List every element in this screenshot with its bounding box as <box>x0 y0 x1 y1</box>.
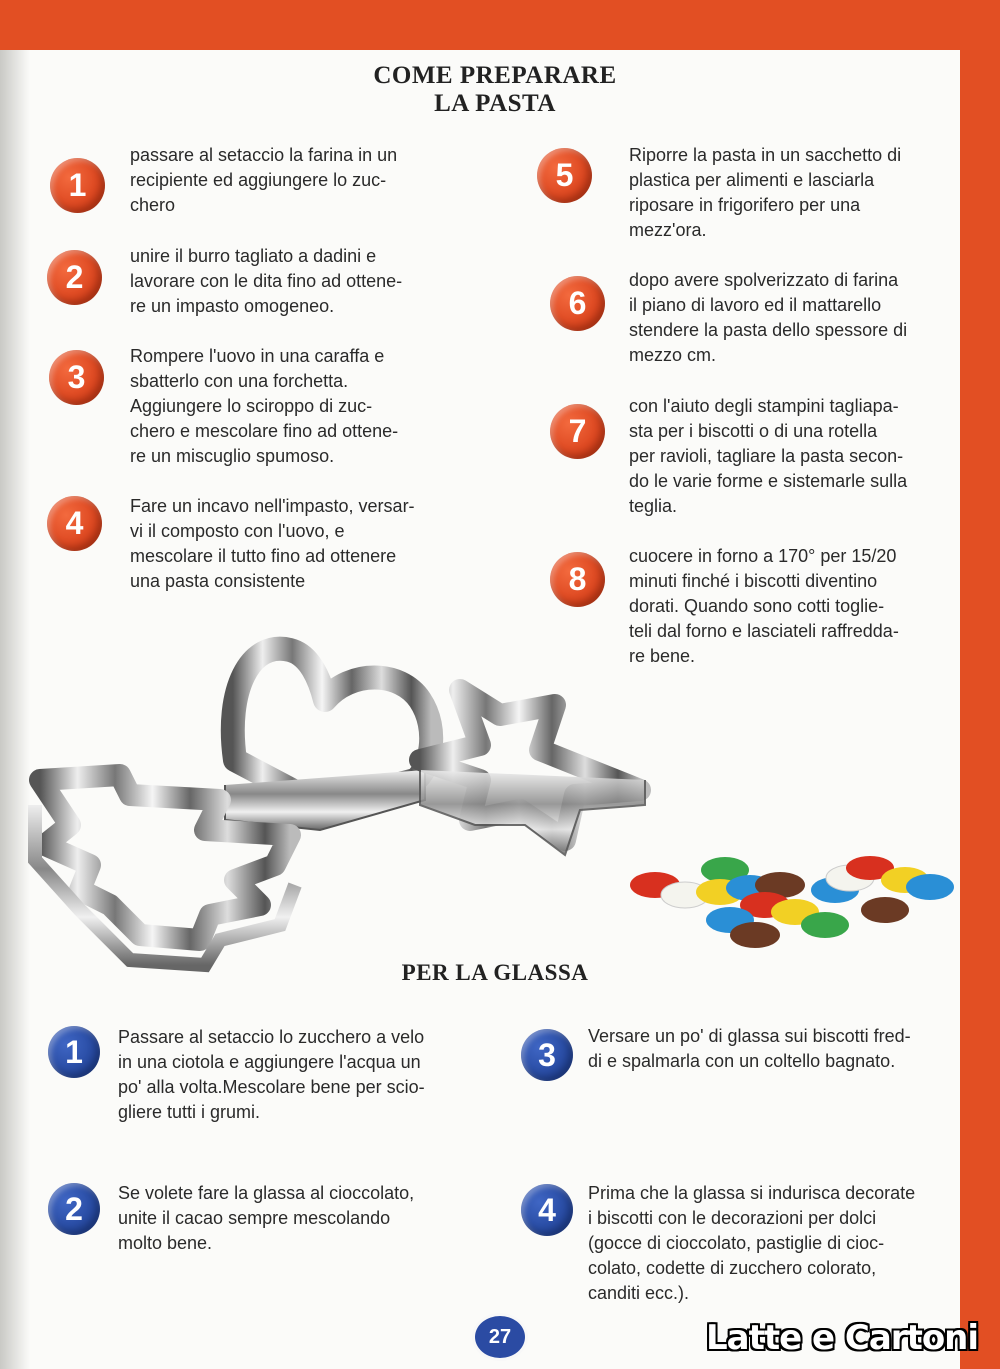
glassa-step-1-text: Passare al setaccio lo zucchero a velo in una ciotola e aggiungere l'acqua un po' alla volta.Mescolare bene per scio- gliere tutti i grumi. <box>118 1027 425 1122</box>
pasta-step-4-badge: 4 <box>47 496 102 551</box>
pasta-step-5-badge: 5 <box>537 148 592 203</box>
page-number: 27 <box>472 1313 528 1361</box>
glassa-step-1-badge: 1 <box>48 1026 100 1078</box>
pasta-step-3-text: Rompere l'uovo in una caraffa e sbatterlo con una forchetta. Aggiungere lo sciroppo di zuc- chero e mescolare fino ad ottene- re un miscuglio spumoso. <box>130 346 399 466</box>
pasta-step-7-badge: 7 <box>550 404 605 459</box>
glassa-step-4-badge: 4 <box>521 1184 573 1236</box>
pasta-step-6-badge: 6 <box>550 276 605 331</box>
pasta-step-4-text: Fare un incavo nell'impasto, versar- vi il composto con l'uovo, e mescolare il tutto fino ad ottenere una pasta consistente <box>130 496 415 591</box>
pasta-step-1-text: passare al setaccio la farina in un recipiente ed aggiungere lo zuc- chero <box>130 145 398 215</box>
pasta-step-5-text: Riporre la pasta in un sacchetto di plastica per alimenti e lasciarla riposare in frigorifero per una mezz'ora. <box>629 145 902 240</box>
cookie-cutters-illustration <box>20 630 660 980</box>
candies-illustration <box>625 850 960 955</box>
pasta-step-8-text: cuocere in forno a 170° per 15/20 minuti finché i biscotti diventino dorati. Quando sono cotti toglie- teli dal forno e lasciateli raffredda- re bene. <box>629 546 899 666</box>
pasta-title: COME PREPARARE LA PASTA <box>373 62 617 117</box>
pasta-step-8-badge: 8 <box>550 552 605 607</box>
watermark-logo: Latte e Cartoni <box>706 1318 979 1358</box>
glassa-step-3-badge: 3 <box>521 1029 573 1081</box>
glassa-step-4-text: Prima che la glassa si indurisca decorate i biscotti con le decorazioni per dolci (gocce di cioccolato, pastiglie di cioc- colato, codette di zucchero colorato, canditi ecc.). <box>588 1183 916 1303</box>
glassa-title: PER LA GLASSA <box>401 960 589 985</box>
pasta-step-1-badge: 1 <box>50 158 105 213</box>
pasta-step-2-text: unire il burro tagliato a dadini e lavorare con le dita fino ad ottene- re un impasto omogeneo. <box>130 246 403 316</box>
glassa-step-2-text: Se volete fare la glassa al cioccolato, unite il cacao sempre mescolando molto bene. <box>118 1183 415 1253</box>
glassa-step-2-badge: 2 <box>48 1183 100 1235</box>
pasta-step-7-text: con l'aiuto degli stampini tagliapa- sta per i biscotti o di una rotella per ravioli, tagliare la pasta secon- do le varie forme e sistemarle sulla teglia. <box>629 396 908 516</box>
glassa-step-3-text: Versare un po' di glassa sui biscotti fred- di e spalmarla con un coltello bagnato. <box>588 1026 911 1071</box>
pasta-step-2-badge: 2 <box>47 250 102 305</box>
pasta-step-6-text: dopo avere spolverizzato di farina il piano di lavoro ed il mattarello stendere la pasta dello spessore di mezzo cm. <box>629 270 908 365</box>
pasta-step-3-badge: 3 <box>49 350 104 405</box>
